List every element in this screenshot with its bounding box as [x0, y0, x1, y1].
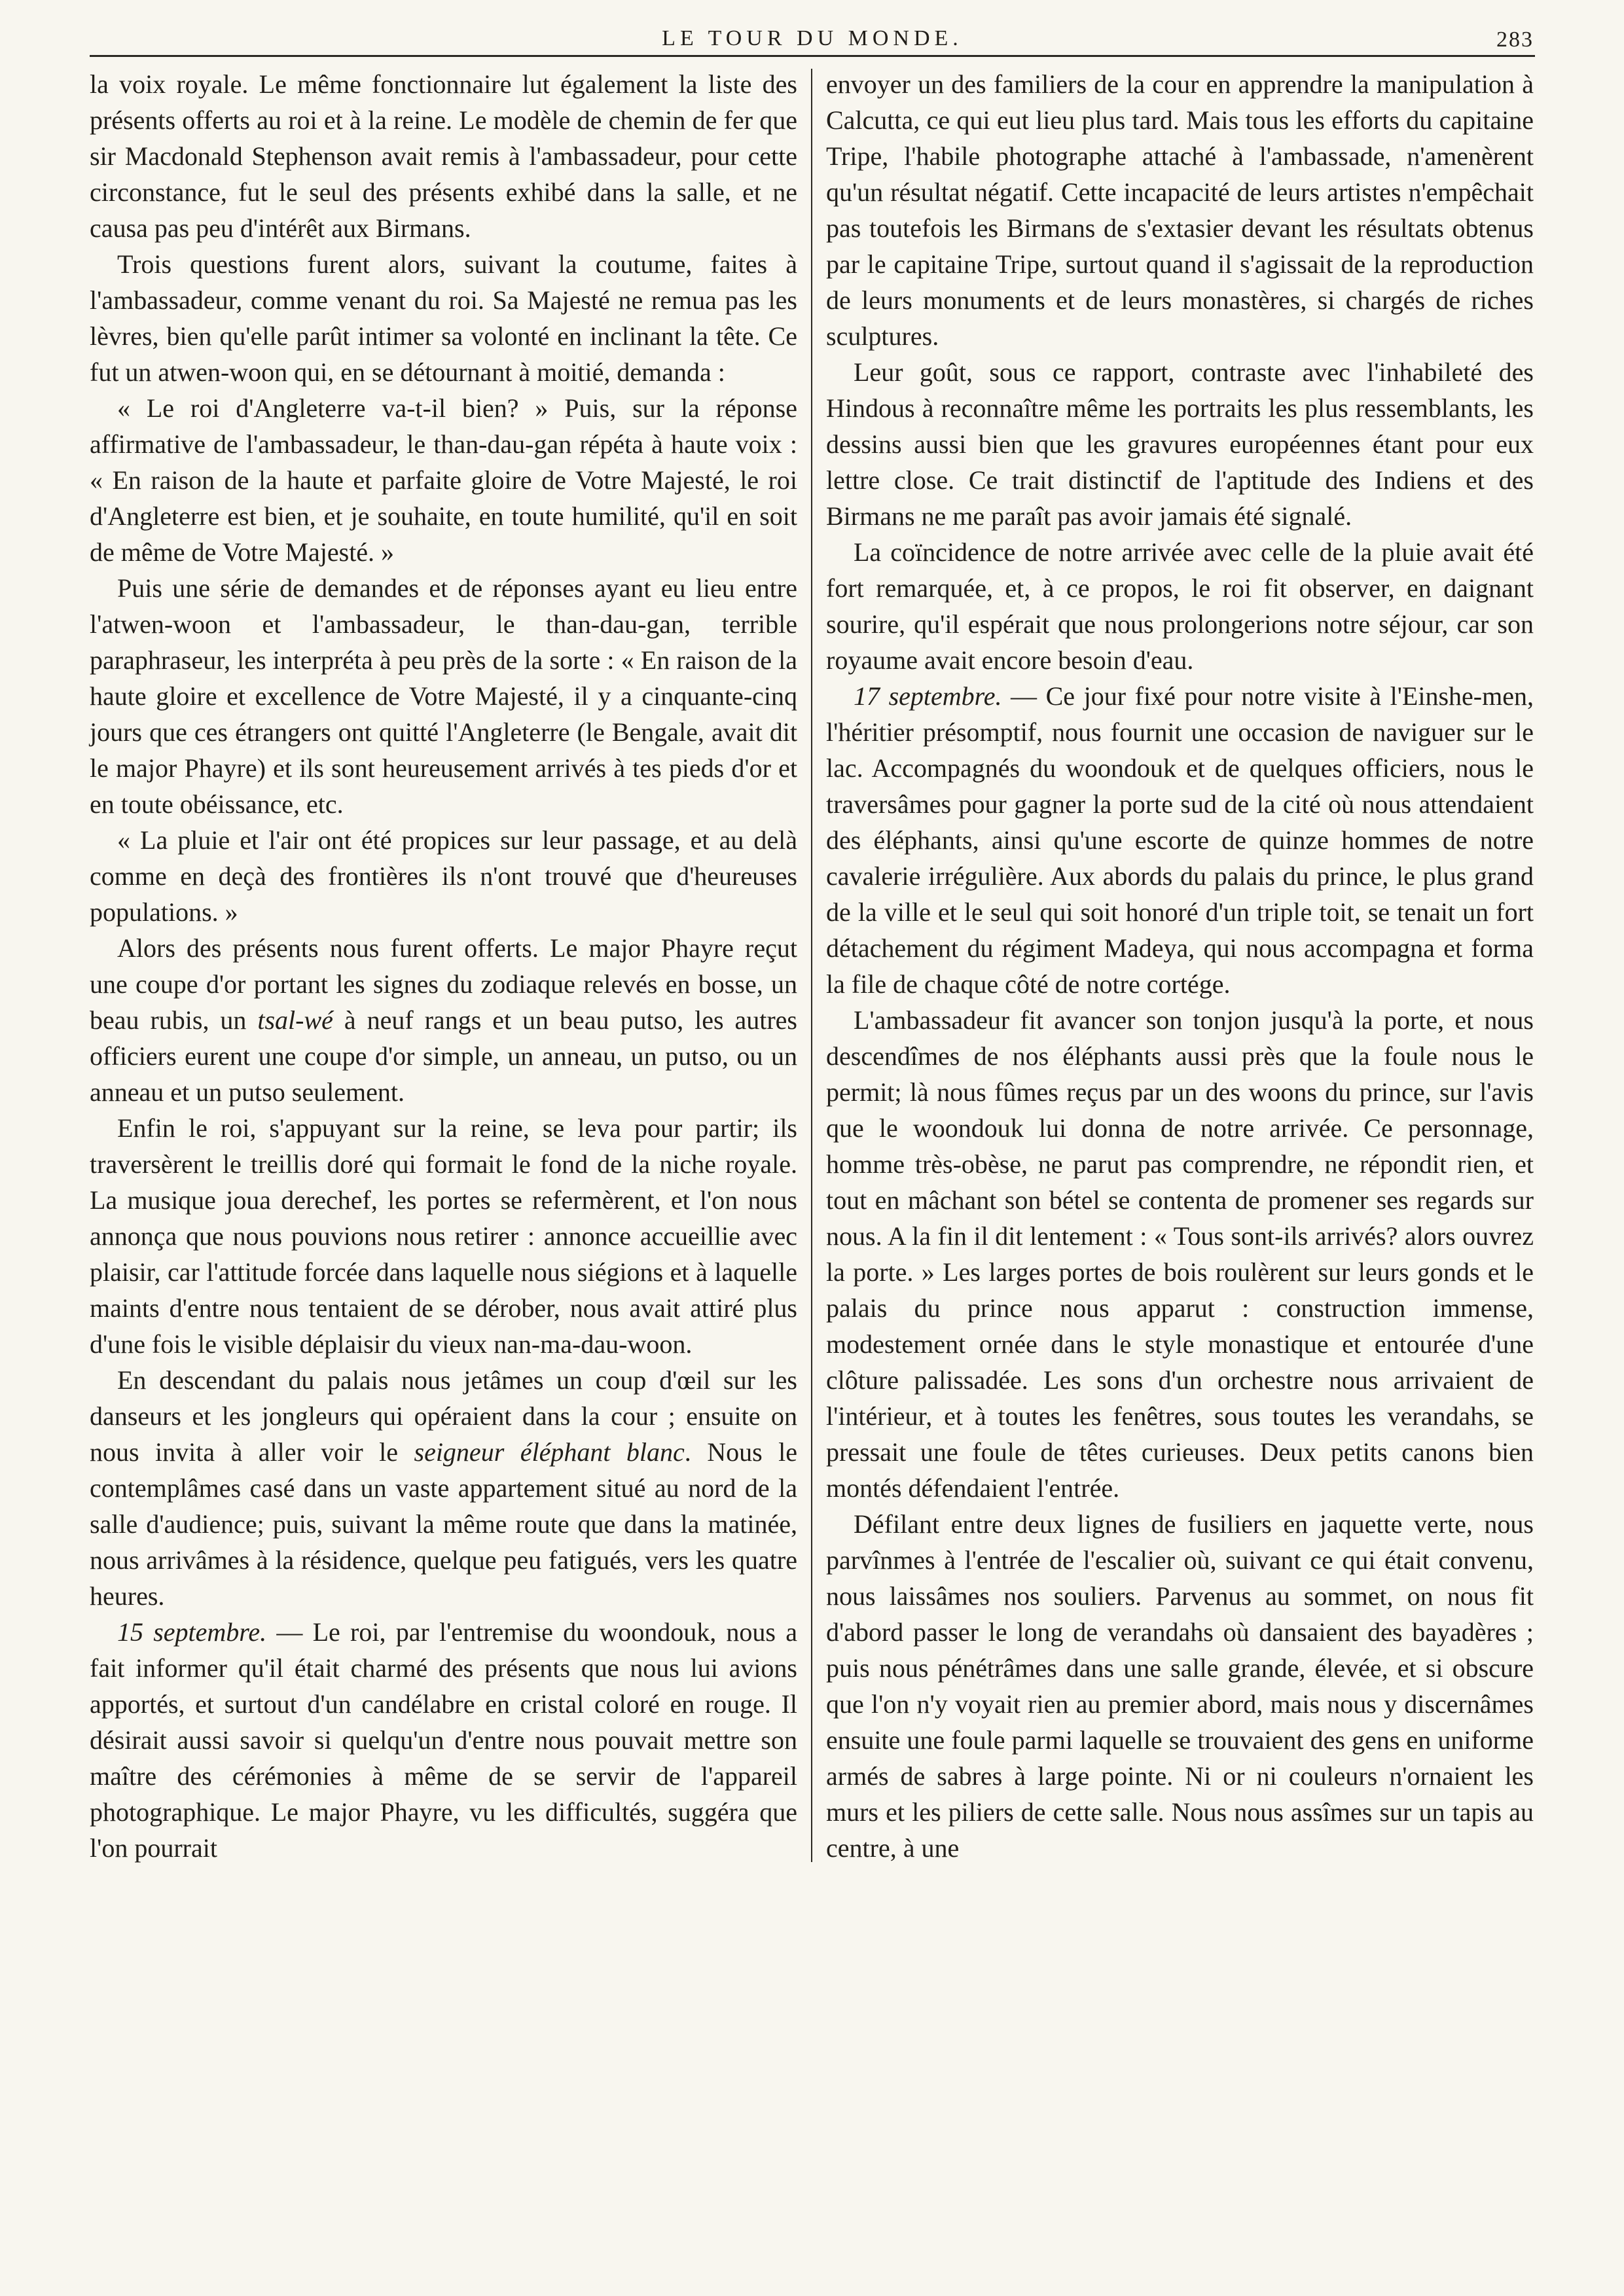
paragraph	[90, 570, 797, 822]
paragraph	[826, 66, 1534, 354]
text-segment: 17 septembre.	[854, 681, 1002, 711]
text-segment: envoyer un des familiers de la cour en apprendre la manipulation à Calcutta, ce qui eut lieu plus tard. Mais tous les efforts du capitaine Tripe, l'habile photographe attaché à l'ambassade, n'amenèrent qu'un résultat négatif. Cette incapacité de leurs artistes n'empêchait pas toutefois les Birmans de s'extasier devant les résultats obtenus par le capitaine Tripe, surtout quand il s'agissait de la reproduction de leurs monuments et de leurs monastères, si chargés de riches sculptures.	[826, 69, 1534, 351]
paragraph	[90, 930, 797, 1110]
text-segment: Défilant entre deux lignes de fusiliers en jaquette verte, nous parvînmes à l'entrée de l'escalier où, suivant ce qui était convenu, nous laissâmes nos souliers. Parvenus au sommet, on nous fit d'abord passer le long de verandahs où dansaient des bayadères ; puis nous pénétrâmes dans une salle grande, élevée, et si obscure que l'on n'y voyait rien au premier abord, mais nous y discernâmes ensuite une foule parmi laquelle se trouvaient des gens en uniforme armés de sabres à large pointe. Ni or ni couleurs n'ornaient les murs et les piliers de cette salle. Nous nous assîmes sur un tapis au centre, à une	[826, 1509, 1534, 1863]
paragraph	[90, 390, 797, 570]
paragraph	[90, 1614, 797, 1866]
text-segment: La coïncidence de notre arrivée avec celle de la pluie avait été fort remarquée, et, à ce propos, le roi fit observer, en daignant sourire, qu'il espérait que nous prolongerions notre séjour, car son royaume avait encore besoin d'eau.	[826, 537, 1534, 675]
text-segment: à neuf rangs et un beau putso, les autres officiers eurent une coupe d'or simple, un anneau, un putso, ou un anneau et un putso seulement.	[90, 1005, 797, 1107]
text-segment: En descendant du palais nous jetâmes un coup d'œil sur les danseurs et les jongleurs qui opéraient dans la cour ; ensuite on nous invita à aller voir le	[90, 1365, 797, 1467]
right-column	[826, 66, 1534, 1866]
page-content	[90, 26, 1535, 1866]
text-segment: seigneur éléphant blanc	[414, 1437, 685, 1467]
paragraph	[90, 246, 797, 390]
page-title: LE TOUR DU MONDE.	[662, 26, 963, 50]
text-segment: 15 septembre.	[117, 1617, 267, 1647]
text-segment: L'ambassadeur fit avancer son tonjon jusqu'à la porte, et nous descendîmes de nos éléphants aussi près que la foule nous le permit; là nous fûmes reçus par un des woons du prince, sur l'avis que le woondouk lui donna de notre arrivée. Ce personnage, homme très-obèse, ne parut pas comprendre, ne répondit rien, et tout en mâchant son bétel se contenta de promener ses regards sur nous. A la fin il dit lentement : « Tous sont-ils arrivés? alors ouvrez la porte. » Les larges portes de bois roulèrent sur leurs gonds et le palais du prince nous apparut : construction immense, modestement ornée dans le style monastique et entourée d'une clôture palissadée. Les sons d'un orchestre nous arrivaient de l'intérieur, et à toutes les fenêtres, sous toutes les verandahs, se pressait une foule de têtes curieuses. Deux petits canons bien montés défendaient l'entrée.	[826, 1005, 1534, 1503]
text-segment: Trois questions furent alors, suivant la coutume, faites à l'ambassadeur, comme venant du roi. Sa Majesté ne remua pas les lèvres, bien qu'elle parût intimer sa volonté en inclinant la tête. Ce fut un atwen-woon qui, en se détournant à moitié, demanda :	[90, 249, 797, 387]
text-segment: « La pluie et l'air ont été propices sur leur passage, et au delà comme en deçà des frontières ils n'ont trouvé que d'heureuses populations. »	[90, 825, 797, 927]
page-header	[90, 26, 1535, 52]
paragraph	[826, 678, 1534, 1002]
paragraph	[826, 1506, 1534, 1866]
paragraph	[826, 1002, 1534, 1506]
paragraph	[826, 534, 1534, 678]
text-segment: tsal-wé	[257, 1005, 333, 1035]
left-column	[90, 66, 797, 1866]
header-rule	[90, 55, 1535, 57]
text-segment: . Nous le contemplâmes casé dans un vaste appartement situé au nord de la salle d'audience; puis, suivant la même route que dans la matinée, nous arrivâmes à la résidence, quelque peu fatigués, vers les quatre heures.	[90, 1437, 797, 1611]
text-segment: Alors des présents nous furent offerts. Le major Phayre reçut une coupe d'or portant les signes du zodiaque relevés en bosse, un beau rubis, un	[90, 933, 797, 1035]
column-divider	[811, 69, 812, 1862]
paragraph	[90, 66, 797, 246]
text-columns	[90, 66, 1535, 1866]
text-segment: Enfin le roi, s'appuyant sur la reine, se leva pour partir; ils traversèrent le treillis doré qui formait le fond de la niche royale. La musique joua derechef, les portes se refermèrent, et l'on nous annonça que nous pouvions nous retirer : annonce accueillie avec plaisir, car l'attitude forcée dans laquelle nous siégions et à laquelle maints d'entre nous tentaient de se dérober, nous avait attiré plus d'une fois le visible déplaisir du vieux nan-ma-dau-woon.	[90, 1113, 797, 1359]
text-segment: « Le roi d'Angleterre va-t-il bien? » Puis, sur la réponse affirmative de l'ambassadeur, le than-dau-gan répéta à haute voix : « En raison de la haute et parfaite gloire de Votre Majesté, le roi d'Angleterre est bien, et je souhaite, en toute humilité, qu'il en soit de même de Votre Majesté. »	[90, 393, 797, 567]
text-segment: — Le roi, par l'entremise du woondouk, nous a fait informer qu'il était charmé des présents que nous lui avions apportés, et surtout d'un candélabre en cristal coloré en rouge. Il désirait aussi savoir si quelqu'un d'entre nous pouvait mettre son maître des cérémonies à même de se servir de l'appareil photographique. Le major Phayre, vu les difficultés, suggéra que l'on pourrait	[90, 1617, 797, 1863]
text-segment: Leur goût, sous ce rapport, contraste avec l'inhabileté des Hindous à reconnaître même les portraits les plus ressemblants, les dessins aussi bien que les gravures européennes étant pour eux lettre close. Ce trait distinctif de l'aptitude des Indiens et des Birmans ne me paraît pas avoir jamais été signalé.	[826, 357, 1534, 531]
text-segment: Puis une série de demandes et de réponses ayant eu lieu entre l'atwen-woon et l'ambassadeur, le than-dau-gan, terrible paraphraseur, les interpréta à peu près de la sorte : « En raison de la haute gloire et excellence de Votre Majesté, il y a cinquante-cinq jours que ces étrangers ont quitté l'Angleterre (le Bengale, avait dit le major Phayre) et ils sont heureusement arrivés à tes pieds d'or et en toute obéissance, etc.	[90, 573, 797, 819]
paragraph	[90, 1110, 797, 1362]
text-segment: la voix royale. Le même fonctionnaire lut également la liste des présents offerts au roi et à la reine. Le modèle de chemin de fer que sir Macdonald Stephenson avait remis à l'ambassadeur, pour cette circonstance, fut le seul des présents exhibé dans la salle, et ne causa pas peu d'intérêt aux Birmans.	[90, 69, 797, 243]
text-segment: — Ce jour fixé pour notre visite à l'Einshe-men, l'héritier présomptif, nous fournit une occasion de naviguer sur le lac. Accompagnés du woondouk et de quelques officiers, nous le traversâmes pour gagner la porte sud de la cité où nous attendaient des éléphants, ainsi qu'une escorte de quinze hommes de notre cavalerie irrégulière. Aux abords du palais du prince, le plus grand de la ville et le seul qui soit honoré d'un triple toit, se tenait un fort détachement du régiment Madeya, qui nous accompagna et forma la file de chaque côté de notre cortége.	[826, 681, 1534, 999]
page-number: 283	[1496, 27, 1534, 52]
paragraph	[90, 1362, 797, 1614]
paragraph	[826, 354, 1534, 534]
paragraph	[90, 822, 797, 930]
